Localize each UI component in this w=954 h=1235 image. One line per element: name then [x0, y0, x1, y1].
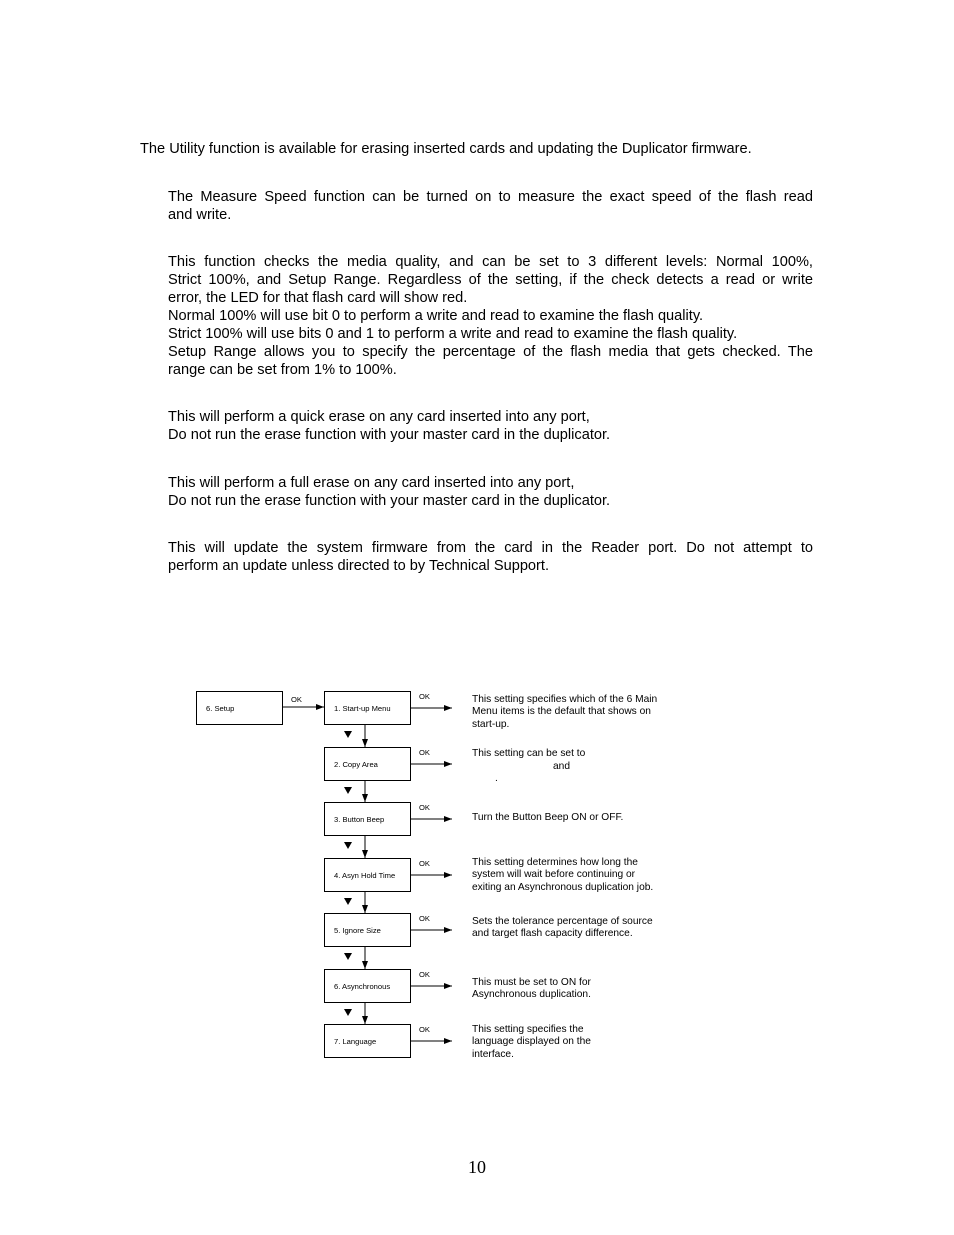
utility-intro: The Utility function is available for erasing inserted cards and updating the Duplicator firmware. — [140, 141, 752, 157]
ok-label: OK — [419, 1025, 430, 1034]
text-line: range can be set from 1% to 100%. — [168, 362, 397, 378]
menu-step-description — [472, 694, 657, 731]
menu-step-box — [324, 747, 411, 781]
menu-step-description — [472, 977, 591, 1002]
ok-label: OK — [419, 748, 430, 757]
ok-label: OK — [419, 914, 430, 923]
description-line: start-up. — [472, 718, 510, 730]
menu-step-label: 4. Asyn Hold Time — [334, 870, 396, 880]
text-line: and write. — [168, 207, 232, 223]
menu-step-box — [324, 802, 411, 836]
description-line: Menu items is the default that shows on — [472, 706, 651, 718]
menu-step-description: . — [495, 773, 498, 784]
ok-label: OK — [291, 695, 302, 704]
down-triangle-icon — [344, 787, 352, 794]
ok-label: OK — [419, 692, 430, 701]
description-line: This must be set to ON for — [472, 977, 591, 988]
description-line: interface. — [472, 1048, 514, 1060]
menu-step-box — [324, 691, 411, 725]
ok-label: OK — [419, 803, 430, 812]
description-line: and target flash capacity difference. — [472, 928, 633, 940]
description-line: system will wait before continuing or — [472, 869, 636, 881]
text-line: This function checks the media quality, and can be set to 3 different levels: Normal 100%, — [168, 254, 813, 270]
text-line: Strict 100% will use bits 0 and 1 to perform a write and read to examine the flash quality. — [168, 326, 738, 342]
menu-step-box — [324, 913, 411, 947]
setup-box-label: 6. Setup — [206, 703, 235, 713]
down-triangle-icon — [344, 842, 352, 849]
description-line: language displayed on the — [472, 1036, 591, 1048]
page-number: 10 — [468, 1157, 486, 1177]
down-triangle-icon — [344, 953, 352, 960]
menu-step-box — [324, 1024, 411, 1058]
menu-step-label: 6. Asynchronous — [334, 981, 391, 991]
text-line: error, the LED for that flash card will show red. — [168, 290, 468, 306]
description-line: exiting an Asynchronous duplication job. — [472, 881, 654, 893]
text-line: Do not run the erase function with your master card in the duplicator. — [168, 493, 611, 509]
menu-step-label: 5. Ignore Size — [334, 925, 381, 935]
menu-step-box — [324, 969, 411, 1003]
setup-menu-box — [196, 691, 283, 725]
ok-label: OK — [419, 859, 430, 868]
text-line: perform an update unless directed to by Technical Support. — [168, 558, 550, 574]
text-line: This will update the system firmware from the card in the Reader port. Do not attempt to — [168, 540, 813, 556]
text-line: This will perform a full erase on any card inserted into any port, — [168, 475, 575, 491]
menu-step-label: 2. Copy Area — [334, 759, 378, 769]
description-line: This setting determines how long the — [472, 857, 638, 868]
text-line: Setup Range allows you to specify the percentage of the flash media that gets checked. The — [168, 344, 813, 360]
menu-step-description: and — [553, 761, 570, 772]
text-line: This will perform a quick erase on any card inserted into any port, — [168, 409, 590, 425]
ok-label: OK — [419, 970, 430, 979]
down-triangle-icon — [344, 1009, 352, 1016]
menu-step-description — [472, 916, 653, 941]
menu-step-description — [472, 1024, 591, 1061]
menu-step-description — [472, 812, 623, 824]
description-line: Sets the tolerance percentage of source — [472, 916, 653, 927]
text-line: Do not run the erase function with your master card in the duplicator. — [168, 427, 611, 443]
text-line: Normal 100% will use bit 0 to perform a write and read to examine the flash quality. — [168, 308, 704, 324]
description-line: This setting specifies which of the 6 Main — [472, 694, 658, 705]
menu-step-box — [324, 858, 411, 892]
menu-step-label: 3. Button Beep — [334, 814, 385, 824]
down-triangle-icon — [344, 898, 352, 905]
menu-step-label: 1. Start-up Menu — [334, 703, 391, 713]
menu-step-label: 7. Language — [334, 1036, 377, 1046]
description-line: Turn the Button Beep ON or OFF. — [472, 812, 624, 823]
text-line: The Measure Speed function can be turned on to measure the exact speed of the flash read — [168, 189, 813, 205]
description-line: This setting specifies the — [472, 1024, 584, 1035]
description-line: Asynchronous duplication. — [472, 989, 591, 1001]
menu-step-description: This setting can be set to — [472, 748, 586, 759]
down-triangle-icon — [344, 731, 352, 738]
text-line: Strict 100%, and Setup Range. Regardless of the setting, if the check detects a read or write — [168, 272, 813, 288]
menu-step-description — [472, 857, 653, 894]
